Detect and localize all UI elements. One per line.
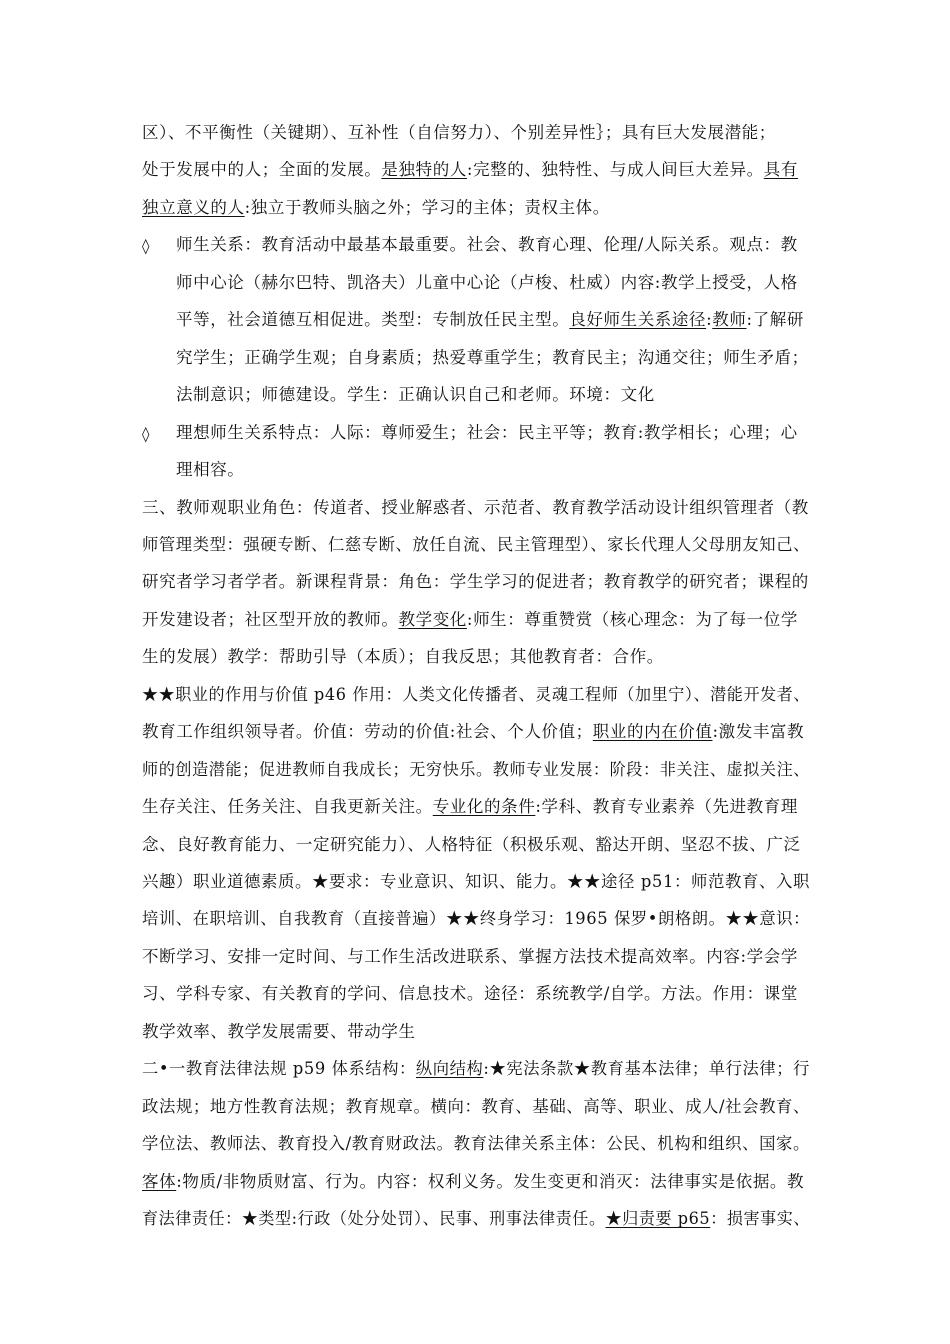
underlined-term: ★归责要 p65 xyxy=(605,1209,711,1229)
text-segment: 师中心论（赫尔巴特、凯洛夫）儿童中心论（卢梭、杜威）内容:教学上授受，人格 xyxy=(176,272,798,292)
underlined-term: 教学变化 xyxy=(398,609,467,629)
text-segment: 师管理类型：强硬专断、仁慈专断、放任自流、民主管理型）、家长代理人父母朋友知己、 xyxy=(142,534,810,554)
text-segment: ★★职业的作用与价值 p46 作用：人类文化传播者、灵魂工程师（加里宁）、潜能开发者、 xyxy=(142,684,810,704)
text-segment: 平等，社会道德互相促进。类型：专制放任民主型。 xyxy=(176,310,570,330)
underlined-term: 独立意义的人 xyxy=(142,197,245,217)
underlined-term: 具有 xyxy=(763,160,798,180)
text-segment: 研究者学习者学者。新课程背景：角色：学生学习的促进者；教育教学的研究者；课程的 xyxy=(142,572,809,592)
text-line xyxy=(142,609,798,631)
text-segment: 三、教师观职业角色：传道者、授业解惑者、示范者、教育教学活动设计组织管理者（教 xyxy=(142,497,809,517)
text-segment: 区）、不平衡性（关键期）、互补性（自信努力）、个别差异性｝；具有巨大发展潜能； xyxy=(142,123,776,142)
underlined-term: 是独特的人 xyxy=(381,160,467,180)
text-segment: 不断学习、安排一定时间、与工作生活改进联系、掌握方法技术提高效率。内容:学会学 xyxy=(142,946,798,966)
text-line xyxy=(142,946,798,968)
text-segment: :师生：尊重赞赏（核心理念：为了每一位学 xyxy=(466,609,798,629)
text-line xyxy=(142,646,664,668)
text-segment: 学位法、教师法、教育投入/教育财政法。教育法律关系主体：公民、机构和组织、国家。 xyxy=(142,1134,810,1154)
underlined-term: 专业化的条件 xyxy=(432,797,536,817)
text-line xyxy=(142,1058,810,1080)
text-line xyxy=(142,534,810,556)
text-segment: 师的创造潜能；促进教师自我成长；无穷快乐。教师专业发展：阶段：非关注、虚拟关注、 xyxy=(142,759,810,779)
text-line xyxy=(142,1021,416,1043)
text-segment: 念、良好教育能力、一定研究能力）、人格特征（积极乐观、豁达开朗、坚忍不拔、广泛 xyxy=(142,834,801,854)
text-segment: 培训、在职培训、自我教育（直接普遍）★★终身学习：1965 保罗•朗格朗。★★意识： xyxy=(142,909,810,929)
text-line xyxy=(142,197,610,219)
text-segment: 究学生；正确学生观；自身素质；热爱尊重学生；教育民主；沟通交往；师生矛盾； xyxy=(176,347,809,367)
text-line xyxy=(176,384,655,406)
text-segment: ：损害事实、 xyxy=(710,1209,810,1229)
text-segment: 习、学科专家、有关教育的学问、信息技术。途径：系统教学/自学。方法。作用：课堂 xyxy=(142,984,798,1004)
text-line xyxy=(176,272,798,294)
text-segment: 政法规；地方性教育法规；教育规章。横向：教育、基础、高等、职业、成人/社会教育、 xyxy=(142,1096,810,1116)
text-line xyxy=(142,571,809,593)
list-bullet: ◊ xyxy=(142,237,151,256)
list-bullet: ◊ xyxy=(142,424,151,443)
text-line xyxy=(176,234,798,256)
text-line xyxy=(142,834,801,856)
text-segment: 教学效率、教学发展需要、带动学生 xyxy=(142,1021,416,1041)
text-line xyxy=(142,908,810,930)
underlined-term: 纵向结构 xyxy=(415,1059,484,1079)
underlined-term: 良好师生关系途径 xyxy=(569,310,707,330)
text-segment: : xyxy=(706,310,713,330)
text-line xyxy=(142,871,810,893)
text-line xyxy=(142,1208,810,1230)
underlined-term: 客体 xyxy=(142,1171,177,1191)
text-segment: 处于发展中的人；全面的发展。 xyxy=(142,160,382,180)
text-line xyxy=(176,309,804,331)
text-line xyxy=(142,1133,810,1155)
text-line xyxy=(142,1096,810,1118)
text-segment: 二•一教育法律法规 p59 体系结构： xyxy=(142,1059,416,1079)
text-line xyxy=(142,159,798,181)
text-segment: 教育工作组织领导者。价值：劳动的价值:社会、个人价值； xyxy=(142,722,593,742)
text-line xyxy=(142,796,798,818)
text-segment: 兴趣）职业道德素质。★要求：专业意识、知识、能力。★★途径 p51：师范教育、入职 xyxy=(142,872,810,891)
underlined-term: 职业的内在价值 xyxy=(592,722,713,742)
text-segment: :学科、教育专业素养（先进教育理 xyxy=(535,797,798,817)
text-line xyxy=(142,721,804,743)
text-line xyxy=(142,684,810,706)
text-segment: :完整的、独特性、与成人间巨大差异。 xyxy=(466,160,764,180)
text-segment: 师生关系：教育活动中最基本最重要。社会、教育心理、伦理/人际关系。观点：教 xyxy=(176,235,798,255)
text-segment: 理想师生关系特点：人际：尊师爱生；社会：民主平等；教育:教学相长；心理；心 xyxy=(176,422,798,442)
text-segment: :物质/非物质财富、行为。内容：权利义务。发生变更和消灭：法律事实是依据。教 xyxy=(176,1171,805,1191)
underlined-term: 教师 xyxy=(712,310,747,330)
text-line xyxy=(142,759,810,781)
text-segment: :独立于教师头脑之外；学习的主体；责权主体。 xyxy=(244,197,610,217)
text-segment: 法制意识；师德建设。学生：正确认识自己和老师。环境：文化 xyxy=(176,385,655,405)
text-segment: 理相容。 xyxy=(176,460,245,480)
text-segment: :★宪法条款★教育基本法律；单行法律；行 xyxy=(483,1059,810,1079)
text-line xyxy=(142,122,776,144)
text-line xyxy=(142,497,809,519)
text-line xyxy=(176,459,244,481)
text-line xyxy=(176,347,809,369)
text-segment: 生的发展）教学：帮助引导（本质）；自我反思；其他教育者：合作。 xyxy=(142,647,664,667)
text-line xyxy=(142,983,798,1005)
text-line xyxy=(142,1171,804,1193)
text-segment: 生存关注、任务关注、自我更新关注。 xyxy=(142,797,433,817)
text-segment: :激发丰富教 xyxy=(712,722,805,742)
text-segment: :了解研 xyxy=(746,310,804,330)
text-segment: 育法律责任：★类型:行政（处分处罚）、民事、刑事法律责任。 xyxy=(142,1209,606,1229)
text-segment: 开发建设者；社区型开放的教师。 xyxy=(142,609,399,629)
text-line xyxy=(176,422,798,444)
